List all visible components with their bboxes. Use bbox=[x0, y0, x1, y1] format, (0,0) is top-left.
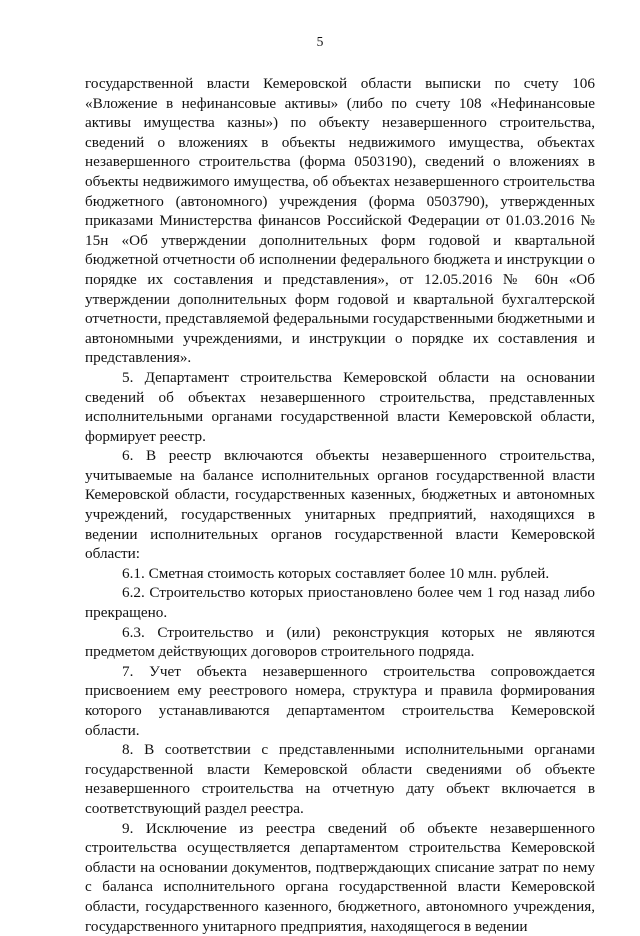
paragraph-item-9: 9. Исключение из реестра сведений об объекте незавершенного строительства осуществляется департаментом строительства Кемеровской области на основании документов, подтверждающих списание затрат по нему с баланса исполнительного органа государственной власти Кемеровской области, государственного казенного, бюджетного, автономного учреждения, государственного унитарного предприятия, находящегося в ведении bbox=[85, 819, 595, 935]
paragraph-item-6: 6. В реестр включаются объекты незавершенного строительства, учитываемые на балансе исполнительных органов государственной власти Кемеровской области, государственных казенных, бюджетных и автономных учреждений, государственных унитарных предприятий, находящихся в ведении исполнительных органов государственной власти Кемеровской области: bbox=[85, 447, 595, 563]
paragraph-item-6-2: 6.2. Строительство которых приостановлено более чем 1 год назад либо прекращено. bbox=[85, 584, 595, 622]
paragraph-item-6-1: 6.1. Сметная стоимость которых составляет более 10 млн. рублей. bbox=[122, 564, 550, 582]
document-body bbox=[85, 74, 595, 936]
paragraph-continuation: государственной власти Кемеровской области выписки по счету 106 «Вложение в нефинансовые активы» (либо по счету 108 «Нефинансовые активы имущества казны») по объекту незавершенного строительства, сведений о вложениях в объекты недвижимого имущества, объектах незавершенного строительства (форма 0503190), сведений о вложениях в объекты недвижимого имущества, об объектах незавершенного строительства бюджетного (автономного) учреждения (форма 0503790), утвержденных приказами Министерства финансов Российской Федерации от 01.03.2016 № 15н «Об утверждении дополнительных форм годовой и квартальной бюджетной отчетности об исполнении федерального бюджета и инструкции о порядке их составления и представления», от 12.05.2016 № 60н «Об утверждении дополнительных форм годовой и квартальной бухгалтерской отчетности, представляемой федеральными государственными бюджетными и автономными учреждениями, и инструкции о порядке их составления и представления». bbox=[85, 75, 595, 367]
paragraph-item-5: 5. Департамент строительства Кемеровской области на основании сведений об объектах незавершенного строительства, представленных исполнительными органами государственной власти Кемеровской области, формирует реестр. bbox=[85, 368, 595, 445]
paragraph-item-7: 7. Учет объекта незавершенного строительства сопровождается присвоением ему реестрового номера, структура и правила формирования которого устанавливаются департаментом строительства Кемеровской области. bbox=[85, 662, 595, 739]
paragraph-item-6-3: 6.3. Строительство и (или) реконструкция которых не являются предметом действующих договоров строительного подряда. bbox=[85, 623, 595, 661]
paragraph-item-8: 8. В соответствии с представленными исполнительными органами государственной власти Кемеровской области сведениями об объекте незавершенного строительства на отчетную дату объект включается в соответствующий раздел реестра. bbox=[85, 741, 595, 817]
page-number: 5 bbox=[316, 34, 324, 49]
